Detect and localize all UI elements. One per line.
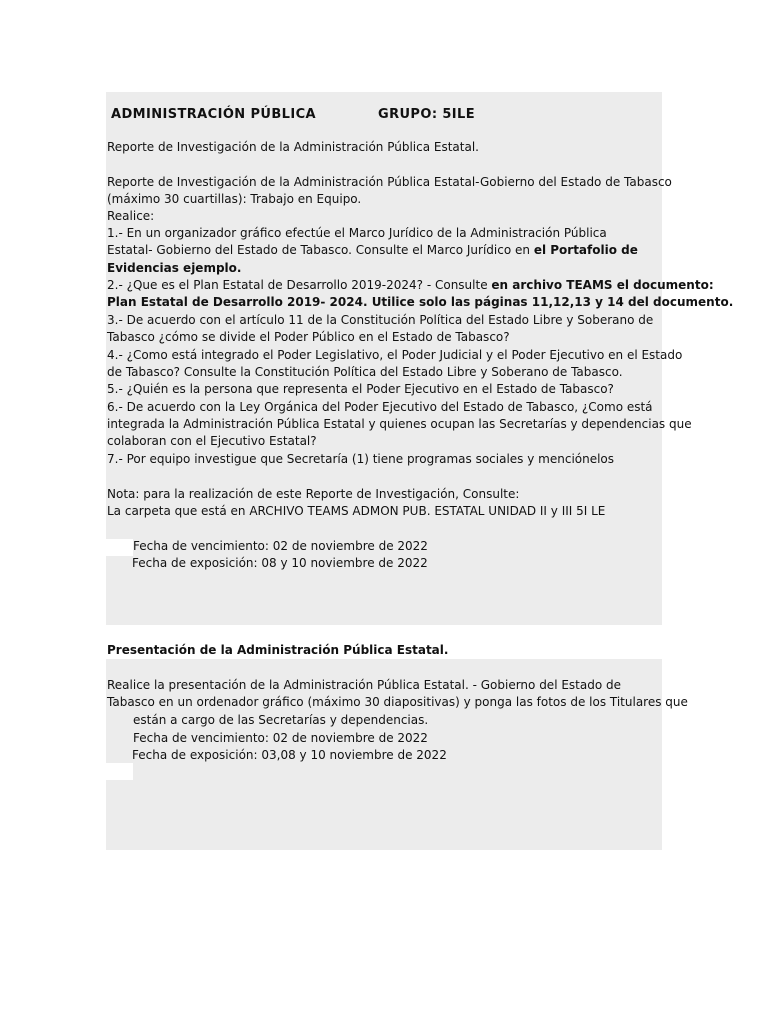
exposition-date: Fecha de exposición: 08 y 10 noviembre de 2022 [132, 556, 428, 570]
exposition-date: Fecha de exposición: 03,08 y 10 noviembre de 2022 [132, 748, 447, 762]
section2-line: Realice la presentación de la Administración Pública Estatal. - Gobierno del Estado de [107, 678, 622, 692]
section1-line: Reporte de Investigación de la Administración Pública Estatal-Gobierno del Estado de Tabasco [107, 175, 672, 189]
line-bold-text: el Portafolio de [533, 243, 638, 257]
section1-heading: Reporte de Investigación de la Administración Pública Estatal. [107, 140, 479, 154]
group-label: GRUPO: 5ILE [378, 107, 475, 122]
table-cell-gap [106, 763, 133, 780]
section2-line: Tabasco en un ordenador gráfico (máximo 30 diapositivas) y ponga las fotos de los Titulares que [107, 695, 688, 709]
section1-line: 3.- De acuerdo con el artículo 11 de la Constitución Política del Estado Libre y Soberano de [107, 313, 654, 327]
line-text: Estatal- Gobierno del Estado de Tabasco. Consulte el Marco Jurídico en [107, 243, 530, 257]
course-title: ADMINISTRACIÓN PÚBLICA [111, 107, 316, 122]
section1-line: 4.- ¿Como está integrado el Poder Legislativo, el Poder Judicial y el Poder Ejecutivo en el Estado [107, 348, 683, 362]
section1-line: 6.- De acuerdo con la Ley Orgánica del Poder Ejecutivo del Estado de Tabasco, ¿Como está [107, 400, 653, 414]
section1-line: 7.- Por equipo investigue que Secretaría (1) tiene programas sociales y menciónelos [107, 452, 615, 466]
section1-line: Evidencias ejemplo. [107, 261, 242, 275]
section1-line: integrada la Administración Pública Estatal y quienes ocupan las Secretarías y dependencias que [107, 417, 692, 431]
due-date: Fecha de vencimiento: 02 de noviembre de 2022 [133, 539, 428, 553]
section1-line [107, 277, 714, 294]
table-cell-gap [106, 539, 133, 556]
section2-line: están a cargo de las Secretarías y dependencias. [133, 713, 429, 727]
section1-line: Plan Estatal de Desarrollo 2019- 2024. Utilice solo las páginas 11,12,13 y 14 del documento. [107, 295, 734, 309]
section1-line: colaboran con el Ejecutivo Estatal? [107, 434, 317, 448]
line-bold-text: en archivo TEAMS el documento: [491, 278, 714, 292]
section1-line: Realice: [107, 209, 155, 223]
section1-line [107, 242, 638, 259]
section1-line: 5.- ¿Quién es la persona que representa el Poder Ejecutivo en el Estado de Tabasco? [107, 382, 614, 396]
due-date: Fecha de vencimiento: 02 de noviembre de 2022 [133, 731, 428, 745]
section1-line: 1.- En un organizador gráfico efectúe el Marco Jurídico de la Administración Pública [107, 226, 607, 240]
section1-line: Tabasco ¿cómo se divide el Poder Público en el Estado de Tabasco? [107, 330, 510, 344]
line-text: 2.- ¿Que es el Plan Estatal de Desarrollo 2019-2024? - Consulte [107, 278, 488, 292]
section1-line: de Tabasco? Consulte la Constitución Política del Estado Libre y Soberano de Tabasco. [107, 365, 623, 379]
note: Nota: para la realización de este Reporte de Investigación, Consulte: [107, 487, 520, 501]
section2-heading: Presentación de la Administración Pública Estatal. [107, 643, 449, 657]
section1-line: (máximo 30 cuartillas): Trabajo en Equipo. [107, 192, 362, 206]
note-folder: La carpeta que está en ARCHIVO TEAMS ADMON PUB. ESTATAL UNIDAD II y III 5I LE [107, 504, 606, 518]
